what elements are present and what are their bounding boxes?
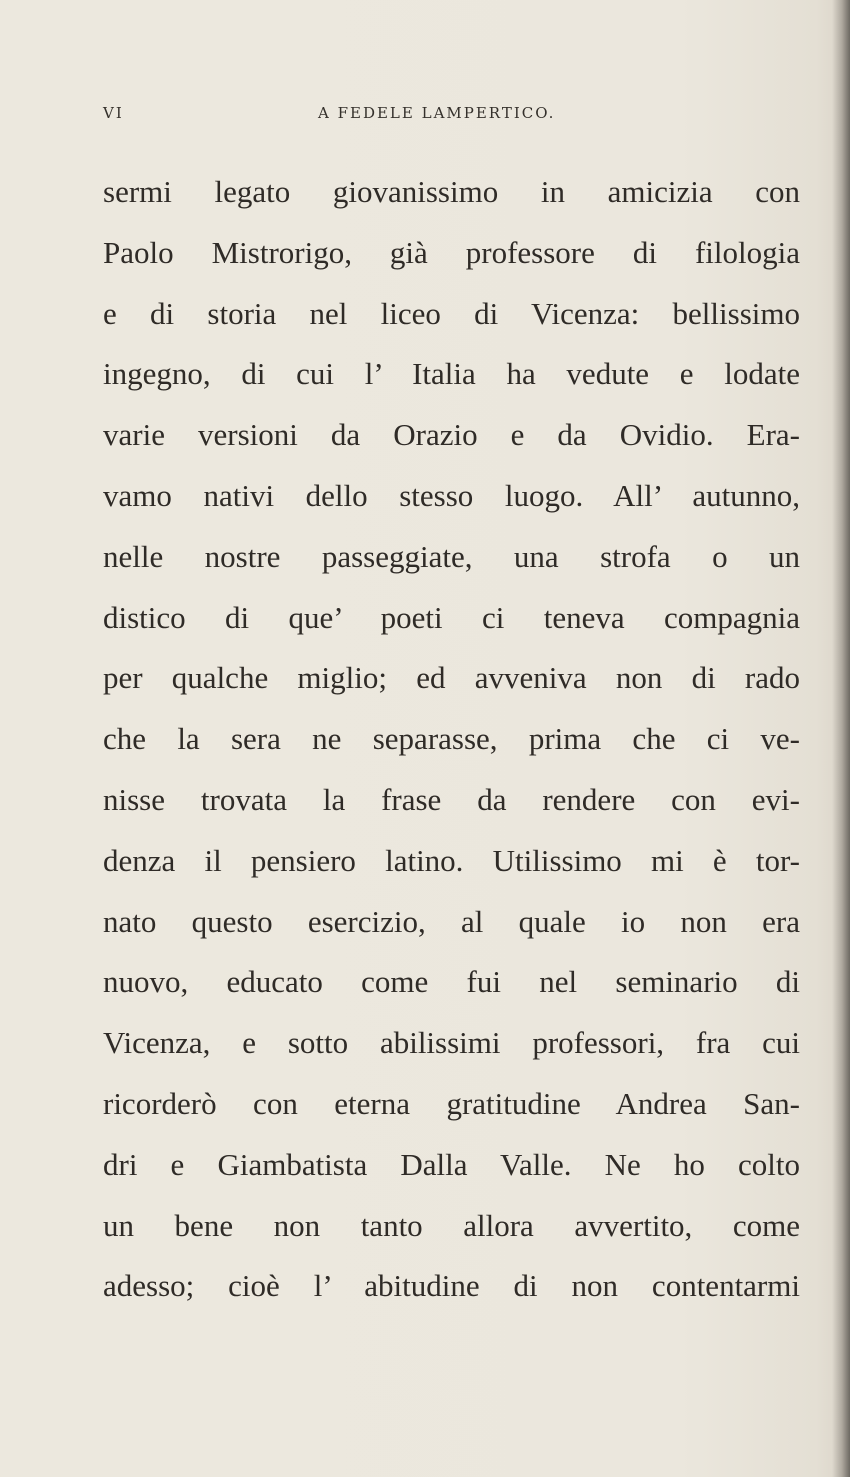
text-line: che la sera ne separasse, prima che ci ve-: [103, 721, 800, 757]
running-header: [103, 104, 798, 132]
text-line: vamo nativi dello stesso luogo. All’ autunno,: [103, 477, 800, 513]
text-line: nisse trovata la frase da rendere con evi-: [103, 781, 800, 817]
text-line: adesso; cioè l’ abitudine di non contentarmi: [103, 1268, 800, 1304]
page-number: VI: [103, 104, 124, 122]
text-line: nuovo, educato come fui nel seminario di: [103, 964, 800, 1000]
running-title: A FEDELE LAMPERTICO.: [318, 104, 556, 122]
body-text: [103, 162, 800, 1317]
text-line: e di storia nel liceo di Vicenza: bellissimo: [103, 295, 800, 331]
text-line: varie versioni da Orazio e da Ovidio. Era-: [103, 417, 800, 453]
text-line: Paolo Mistrorigo, già professore di filologia: [103, 234, 800, 270]
text-line: un bene non tanto allora avvertito, come: [103, 1207, 800, 1243]
text-line: Vicenza, e sotto abilissimi professori, fra cui: [103, 1025, 800, 1061]
text-line: distico di que’ poeti ci teneva compagnia: [103, 599, 800, 635]
text-line: sermi legato giovanissimo in amicizia con: [103, 174, 800, 209]
text-line: nelle nostre passeggiate, una strofa o un: [103, 538, 800, 574]
text-line: per qualche miglio; ed avveniva non di rado: [103, 660, 800, 696]
text-line: denza il pensiero latino. Utilissimo mi è tor-: [103, 842, 800, 878]
text-line: ricorderò con eterna gratitudine Andrea San-: [103, 1085, 800, 1121]
text-line: ingegno, di cui l’ Italia ha vedute e lodate: [103, 356, 800, 392]
page-edge-shadow: [832, 0, 850, 1477]
text-line: dri e Giambatista Dalla Valle. Ne ho colto: [103, 1146, 800, 1182]
text-line: nato questo esercizio, al quale io non era: [103, 903, 800, 939]
